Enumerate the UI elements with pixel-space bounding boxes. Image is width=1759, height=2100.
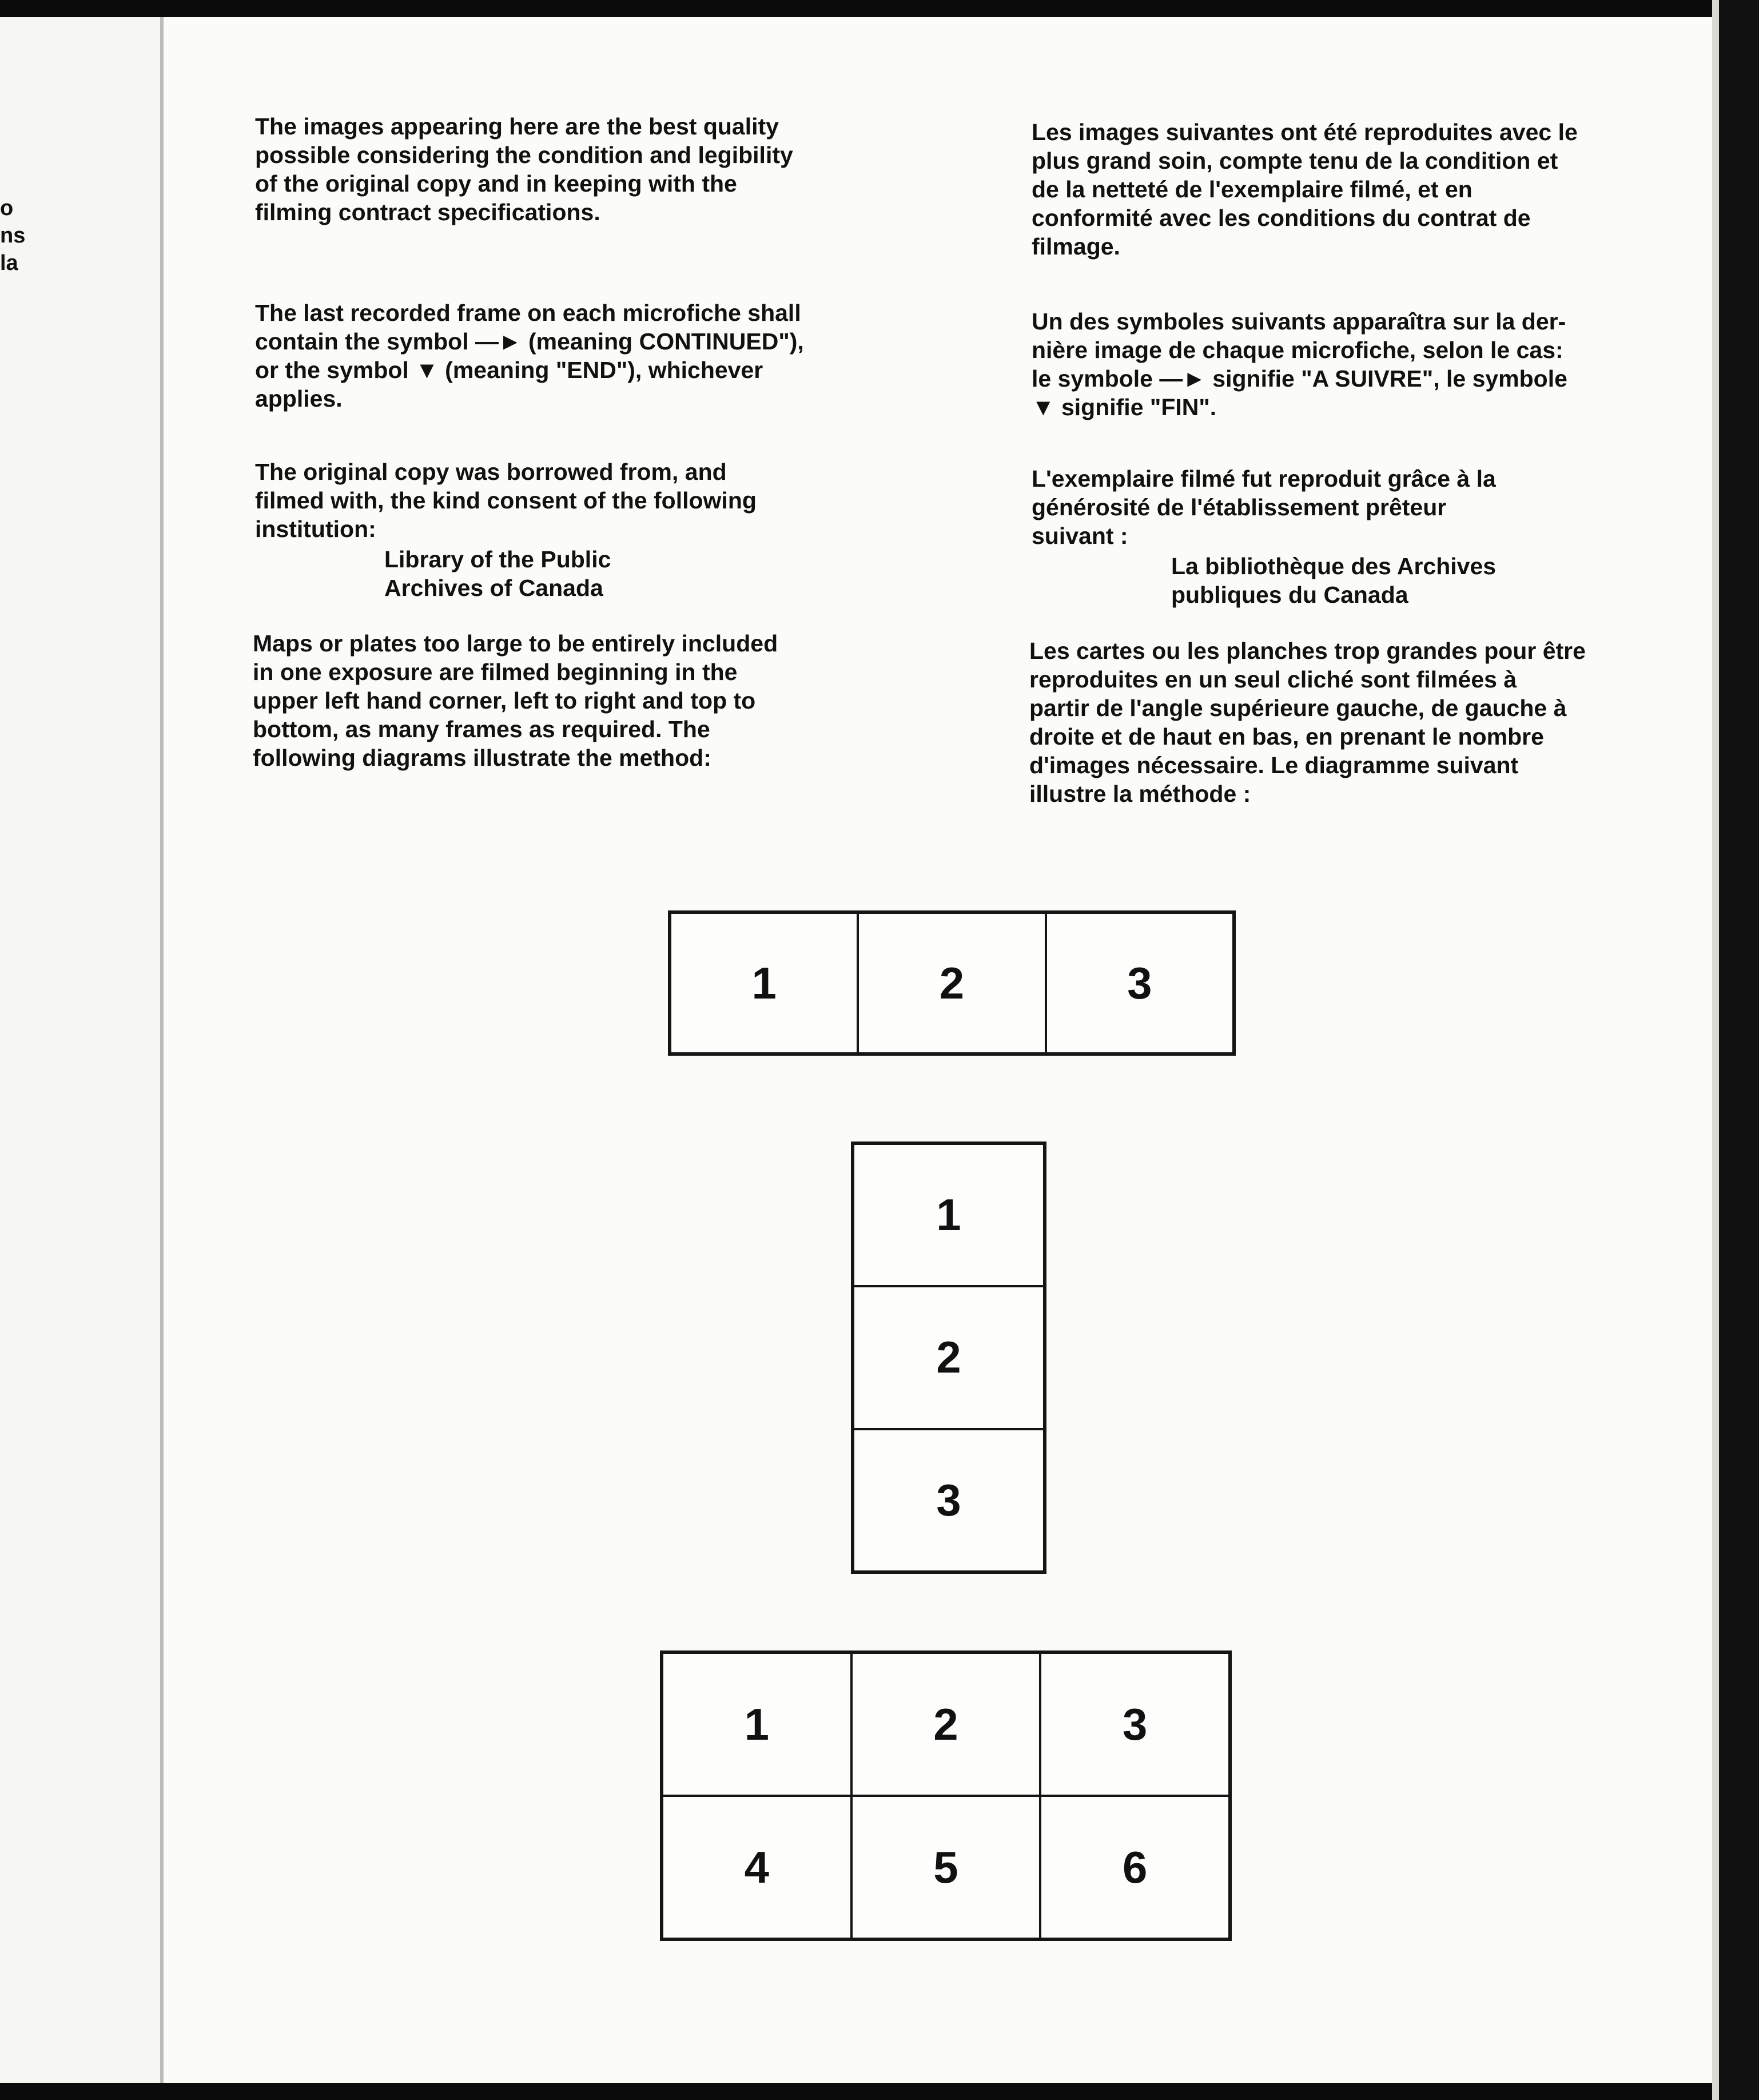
english-institution-name: Library of the Public Archives of Canada (384, 546, 611, 601)
frame-cell: 3 (1046, 913, 1233, 1053)
frame-cell: 5 (851, 1796, 1041, 1939)
french-institution-name: La bibliothèque des Archives publiques du Canada (1171, 553, 1497, 608)
frame-cell: 2 (853, 1286, 1044, 1429)
left-page-fragment: ns (0, 224, 26, 248)
french-maps-notice: Les cartes ou les planches trop grandes pour être reproduites en un seul cliché sont filmées à partir de l'angle supérieure gauche, de gauche à droite et de haut en bas, en prenant le nombre d'images nécessaire. Le diagramme suivant illustre la méthode : (1029, 638, 1586, 807)
page-fold (160, 17, 164, 2083)
frame-cell: 1 (853, 1144, 1044, 1286)
french-symbols-notice: Un des symboles suivants apparaîtra sur la der- nière image de chaque microfiche, selon le cas: le symbole —► signifie "A SUIVRE", le symbole ▼ signifie "FIN". (1032, 308, 1567, 420)
right-page-edge (1712, 0, 1719, 2100)
bottom-scan-border (0, 2083, 1759, 2100)
left-page-fragment: la (0, 251, 18, 275)
frame-cell: 2 (858, 913, 1045, 1053)
french-quality-notice: Les images suivantes ont été reproduites avec le plus grand soin, compte tenu de la condition et de la netteté de l'exemplaire filmé, et en conformité avec les conditions du contrat de filmage. (1032, 119, 1578, 260)
left-page-edge (0, 17, 160, 2083)
frame-cell: 2 (851, 1653, 1041, 1796)
diagram-six-frame-grid (660, 1650, 1232, 1941)
english-maps-notice: Maps or plates too large to be entirely included in one exposure are filmed beginning in the upper left hand corner, left to right and top to bottom, as many frames as required. The following diagrams illustrate the method: (253, 630, 778, 771)
french-borrowed-notice: L'exemplaire filmé fut reproduit grâce à la générosité de l'établissement prêteur suivant : (1032, 466, 1496, 549)
frame-cell: 3 (1040, 1653, 1229, 1796)
english-quality-notice: The images appearing here are the best quality possible considering the condition and legibility of the original copy and in keeping with the filming contract specifications. (255, 113, 793, 225)
frame-cell: 1 (670, 913, 858, 1053)
frame-cell: 1 (662, 1653, 851, 1796)
diagram-horizontal-row (668, 910, 1236, 1056)
diagram-vertical-column (851, 1142, 1046, 1574)
english-symbols-notice: The last recorded frame on each microfiche shall contain the symbol —► (meaning CONTINUED"), or the symbol ▼ (meaning "END"), whichever applies. (255, 300, 804, 412)
frame-cell: 3 (853, 1429, 1044, 1572)
top-scan-border (0, 0, 1759, 17)
right-scan-border (1719, 0, 1759, 2100)
frame-cell: 4 (662, 1796, 851, 1939)
frame-cell: 6 (1040, 1796, 1229, 1939)
english-borrowed-notice: The original copy was borrowed from, and filmed with, the kind consent of the following institution: (255, 459, 757, 542)
left-page-fragment: o (0, 196, 14, 220)
